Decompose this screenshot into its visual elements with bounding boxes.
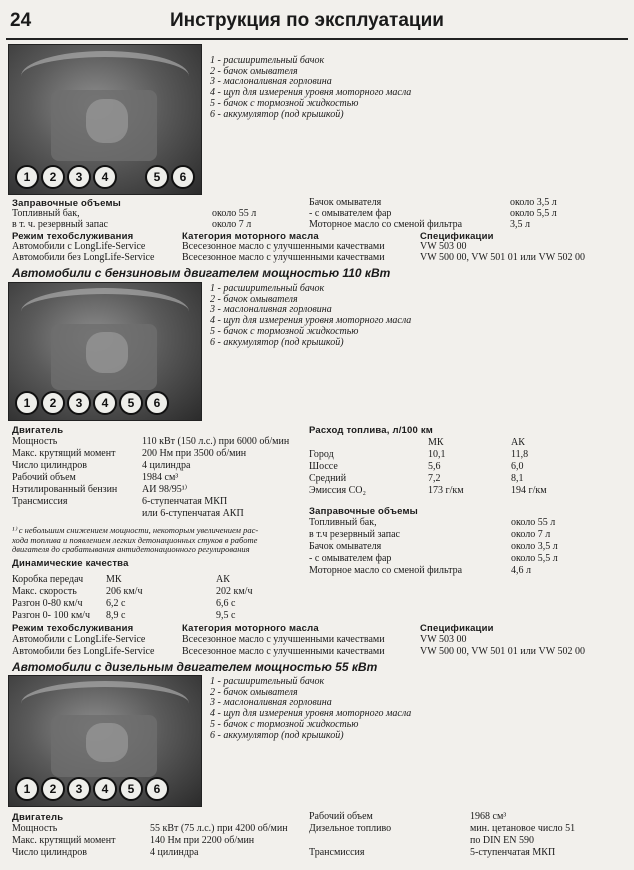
legend-item: 4 - щуп для измерения уровня моторного масла (210, 315, 412, 327)
engine-row-label: Трансмиссия (12, 496, 68, 507)
service-row-mode: Автомобили без LongLife-Service (12, 252, 155, 263)
legend-item: 3 - маслоналивная горловина (210, 697, 332, 709)
consumption-heading: Расход топлива, л/100 км (309, 425, 434, 436)
dynamic-row-ak: 9,5 с (216, 610, 236, 621)
engine-row-label: Мощность (12, 436, 58, 447)
consumption-row-label: Эмиссия CO₂ (309, 485, 366, 496)
engine-heading-2: Двигатель (12, 812, 64, 823)
consumption-head-mk: МК (428, 437, 444, 448)
capacity-row-value: около 7 л (511, 529, 551, 540)
marker-1: 1 (15, 777, 39, 801)
legend-item: 6 - аккумулятор (под крышкой) (210, 336, 344, 348)
service-row-spec: VW 500 00, VW 501 01 или VW 502 00 (420, 646, 585, 657)
spec-heading-2: Спецификации (420, 623, 494, 634)
reserve-value: около 7 л (212, 219, 252, 230)
engine-row-value: 5-ступенчатая МКП (470, 847, 556, 858)
dynamic-row-ak: 202 км/ч (216, 586, 253, 597)
capacity-row-value: около 55 л (511, 517, 556, 528)
consumption-row-label: Средний (309, 473, 347, 484)
legend-item: 2 - бачок омывателя (210, 686, 298, 698)
dynamic-row-mk: 206 км/ч (106, 586, 143, 597)
service-row-spec: VW 503 00 (420, 241, 467, 252)
consumption-row-mk: 10,1 (428, 449, 446, 460)
dynamic-row-mk: 6,2 с (106, 598, 126, 609)
engine-bay-photo-1 (8, 44, 202, 195)
service-row-category: Всесезонное масло с улучшенными качествами (182, 634, 385, 645)
footnote-line: хода топлива и появлением легких детонационных стуков в работе (12, 534, 258, 545)
legend-item: 5 - бачок с тормозной жидкостью (210, 718, 359, 730)
marker-5: 5 (145, 165, 169, 189)
engine-bay-photo-3 (8, 675, 202, 807)
photo-legend-2 (210, 284, 411, 348)
engine-row-value: 1984 см³ (142, 472, 179, 483)
engine-oil-value: 3,5 л (510, 219, 530, 230)
dynamic-heading: Динамические качества (12, 558, 129, 569)
service-row-category: Всесезонное масло с улучшенными качествами (182, 241, 385, 252)
capacities-heading: Заправочные объемы (12, 198, 121, 209)
dynamic-row-ak: 6,6 с (216, 598, 236, 609)
page-header (0, 0, 634, 38)
consumption-row-ak: 6,0 (511, 461, 524, 472)
legend-item: 5 - бачок с тормозной жидкостью (210, 325, 359, 337)
capacity-row-value: около 3,5 л (511, 541, 558, 552)
service-row-mode: Автомобили с LongLife-Service (12, 241, 146, 252)
photo-legend-1 (210, 56, 411, 120)
service-row-category: Всесезонное масло с улучшенными качествами (182, 646, 385, 657)
page-number: 24 (10, 10, 32, 31)
legend-item: 4 - щуп для измерения уровня моторного масла (210, 87, 412, 99)
legend-item: 3 - маслоналивная горловина (210, 304, 332, 316)
photo-markers-1 (15, 165, 195, 189)
dynamic-row-label: Разгон 0-80 км/ч (12, 598, 83, 609)
service-row-category: Всесезонное масло с улучшенными качествами (182, 252, 385, 263)
engine-oil-label: Моторное масло со сменой фильтра (309, 219, 463, 230)
capacity-row-label: в т.ч резервный запас (309, 529, 400, 540)
marker-3: 3 (67, 165, 91, 189)
engine-row-value: 1968 см³ (470, 811, 507, 822)
consumption-row-mk: 7,2 (428, 473, 441, 484)
dynamic-row-label: Макс. скорость (12, 586, 77, 597)
service-row-mode: Автомобили без LongLife-Service (12, 646, 155, 657)
capacity-row-label: Моторное масло со сменой фильтра (309, 565, 463, 576)
marker-2: 2 (41, 165, 65, 189)
photo-markers-3 (15, 777, 169, 801)
photo-legend-3 (210, 677, 411, 741)
service-mode-heading-2: Режим техобслуживания (12, 623, 134, 634)
capacity-row-value: около 5,5 л (511, 553, 558, 564)
engine-row-value: 55 кВт (75 л.с.) при 4200 об/мин (150, 823, 288, 834)
section-heading-diesel: Автомобили с дизельным двигателем мощностью 55 кВт (12, 660, 378, 674)
engine-row-label: Мощность (12, 823, 58, 834)
marker-5: 5 (119, 391, 143, 415)
headlamp-washer-value: около 5,5 л (510, 208, 557, 219)
legend-item: 1 - расширительный бачок (210, 283, 325, 294)
marker-3: 3 (67, 777, 91, 801)
consumption-row-ak: 8,1 (511, 473, 524, 484)
capacities-heading-2: Заправочные объемы (309, 506, 418, 517)
engine-row-value: или 6-ступенчатая АКП (142, 508, 244, 519)
legend-item: 1 - расширительный бачок (210, 676, 325, 687)
marker-5: 5 (119, 777, 143, 801)
legend-item: 1 - расширительный бачок (210, 55, 325, 66)
marker-6: 6 (145, 777, 169, 801)
header-divider (6, 38, 628, 40)
engine-row-label: Макс. крутящий момент (12, 835, 116, 846)
engine-row-value: по DIN EN 590 (470, 835, 534, 846)
dynamic-row-mk: 8,9 с (106, 610, 126, 621)
marker-1: 1 (15, 391, 39, 415)
service-mode-heading: Режим техобслуживания (12, 231, 134, 242)
marker-6: 6 (145, 391, 169, 415)
engine-row-label: Нэтилированный бензин (12, 484, 118, 495)
engine-row-value: 6-ступенчатая МКП (142, 496, 228, 507)
footnote-line: ¹⁾ с небольшим снижением мощности, некоторым увеличением рас- (12, 525, 259, 535)
fuel-tank-label: Топливный бак, (12, 208, 80, 219)
consumption-row-label: Город (309, 449, 334, 460)
engine-row-label: Макс. крутящий момент (12, 448, 116, 459)
marker-3: 3 (67, 391, 91, 415)
page-title: Инструкция по эксплуатации (170, 10, 444, 31)
service-row-spec: VW 503 00 (420, 634, 467, 645)
washer-label: Бачок омывателя (309, 197, 382, 208)
engine-row-label: Число цилиндров (12, 460, 87, 471)
legend-item: 2 - бачок омывателя (210, 65, 298, 77)
marker-2: 2 (41, 777, 65, 801)
capacity-row-label: - с омывателем фар (309, 553, 392, 564)
engine-row-value: 140 Нм при 2200 об/мин (150, 835, 255, 846)
capacity-row-value: 4,6 л (511, 565, 531, 576)
legend-item: 6 - аккумулятор (под крышкой) (210, 729, 344, 741)
reserve-label: в т. ч. резервный запас (12, 219, 108, 230)
engine-bay-photo-2 (8, 282, 202, 421)
engine-heading: Двигатель (12, 425, 64, 436)
marker-4: 4 (93, 391, 117, 415)
service-row-spec: VW 500 00, VW 501 01 или VW 502 00 (420, 252, 585, 263)
engine-row-label: Рабочий объем (309, 811, 373, 822)
dynamic-row-label: Разгон 0- 100 км/ч (12, 610, 90, 621)
headlamp-washer-label: - с омывателем фар (309, 208, 392, 219)
engine-row-value: 4 цилиндра (142, 460, 191, 471)
consumption-row-mk: 173 г/км (428, 485, 464, 496)
legend-item: 5 - бачок с тормозной жидкостью (210, 97, 359, 109)
oil-category-heading-2: Категория моторного масла (182, 623, 319, 634)
spec-heading: Спецификации (420, 231, 494, 242)
oil-category-heading: Категория моторного масла (182, 231, 319, 242)
marker-4: 4 (93, 777, 117, 801)
dynamic-row-mk: МК (106, 574, 122, 585)
fuel-tank-value: около 55 л (212, 208, 257, 219)
engine-row-value: АИ 98/95¹⁾ (142, 484, 188, 495)
engine-row-value: 200 Нм при 3500 об/мин (142, 448, 247, 459)
consumption-row-ak: 194 г/км (511, 485, 547, 496)
dynamic-row-ak: АК (216, 574, 230, 585)
engine-row-value: 110 кВт (150 л.с.) при 6000 об/мин (142, 436, 290, 447)
marker-1: 1 (15, 165, 39, 189)
marker-2: 2 (41, 391, 65, 415)
engine-row-label: Дизельное топливо (309, 823, 392, 834)
legend-item: 3 - маслоналивная горловина (210, 76, 332, 88)
engine-row-value: мин. цетановое число 51 (470, 823, 576, 834)
engine-row-label: Число цилиндров (12, 847, 87, 858)
consumption-row-ak: 11,8 (511, 449, 529, 460)
consumption-row-label: Шоссе (309, 461, 338, 472)
engine-row-value: 4 цилиндра (150, 847, 199, 858)
footnote (12, 526, 258, 555)
capacity-row-label: Бачок омывателя (309, 541, 382, 552)
legend-item: 6 - аккумулятор (под крышкой) (210, 108, 344, 120)
legend-item: 4 - щуп для измерения уровня моторного масла (210, 708, 412, 720)
capacity-row-label: Топливный бак, (309, 517, 377, 528)
dynamic-row-label: Коробка передач (12, 574, 84, 585)
marker-4: 4 (93, 165, 117, 189)
consumption-head-ak: АК (511, 437, 525, 448)
consumption-row-mk: 5,6 (428, 461, 441, 472)
section-heading-petrol: Автомобили с бензиновым двигателем мощностью 110 кВт (12, 266, 391, 280)
photo-markers-2 (15, 391, 169, 415)
marker-6: 6 (171, 165, 195, 189)
service-row-mode: Автомобили с LongLife-Service (12, 634, 146, 645)
engine-row-label: Рабочий объем (12, 472, 76, 483)
footnote-line: двигателя до срабатывания антидетонационного регулирования (12, 544, 250, 554)
engine-row-label: Трансмиссия (309, 847, 365, 858)
legend-item: 2 - бачок омывателя (210, 293, 298, 305)
washer-value: около 3,5 л (510, 197, 557, 208)
